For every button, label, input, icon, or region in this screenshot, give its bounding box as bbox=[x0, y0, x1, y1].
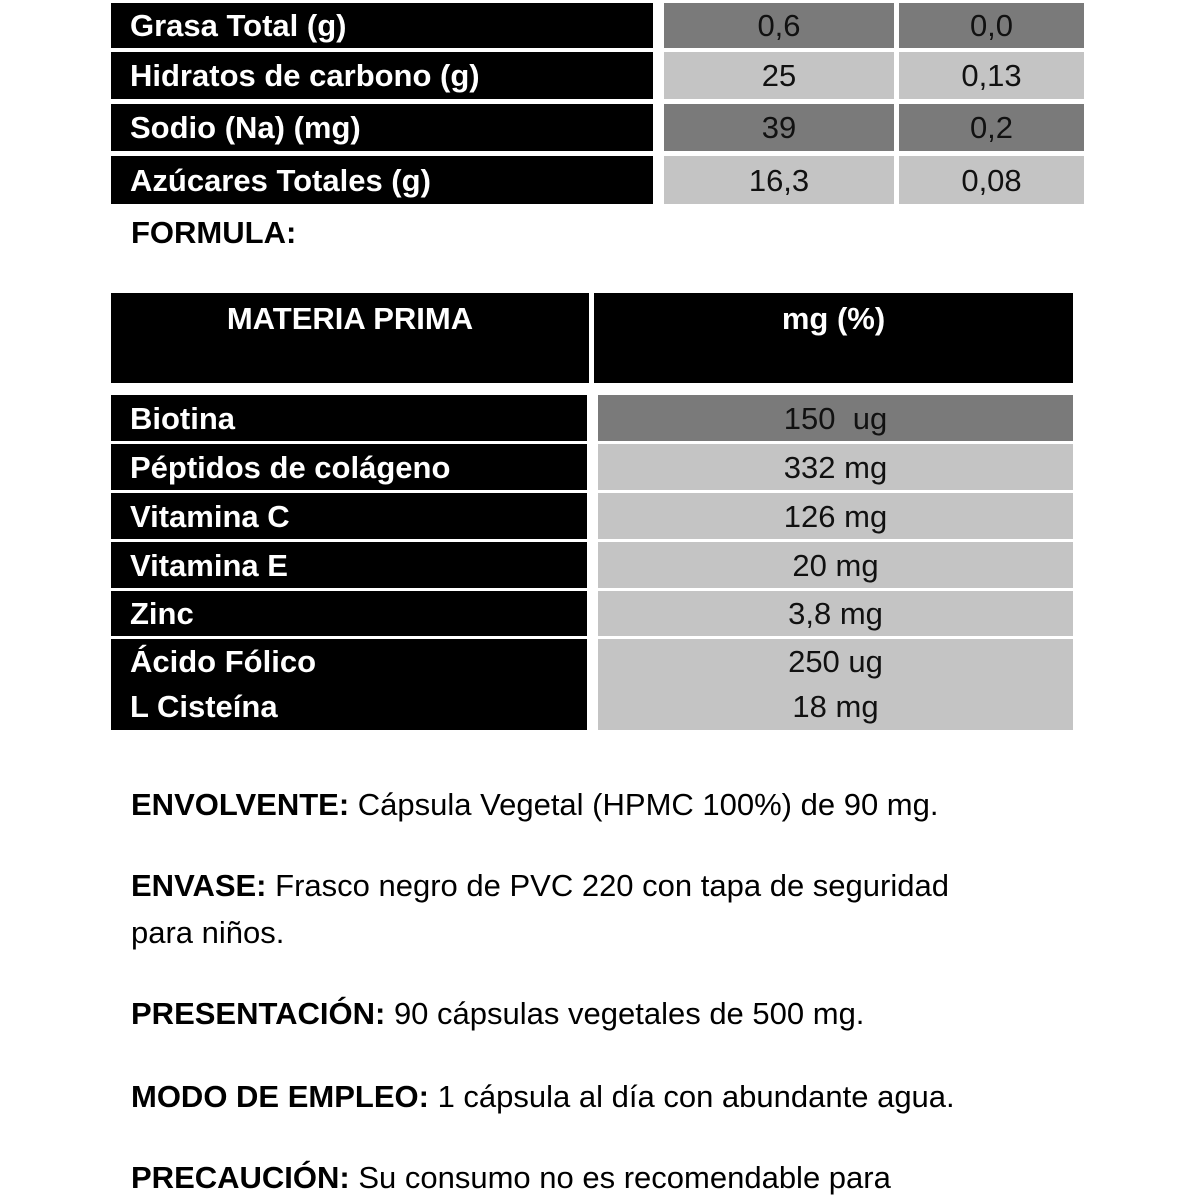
nutrition-row bbox=[111, 104, 1084, 151]
nutrient-value-1: 16,3 bbox=[664, 156, 894, 204]
presentacion-label: PRESENTACIÓN: bbox=[131, 996, 386, 1031]
formula-row bbox=[111, 444, 1073, 490]
modo-empleo-text: 1 cápsula al día con abundante agua. bbox=[428, 1079, 955, 1114]
nutrient-label: Hidratos de carbono (g) bbox=[111, 52, 653, 99]
ingredient-label: Zinc bbox=[111, 591, 587, 636]
precaucion-paragraph bbox=[131, 1154, 1031, 1201]
formula-row bbox=[111, 395, 1073, 441]
precaucion-label: PRECAUCIÓN: bbox=[131, 1160, 350, 1195]
formula-row bbox=[111, 591, 1073, 636]
nutrient-label: Azúcares Totales (g) bbox=[111, 156, 653, 204]
envase-paragraph bbox=[131, 862, 1011, 956]
envolvente-paragraph bbox=[131, 781, 1031, 828]
envolvente-text: Cápsula Vegetal (HPMC 100%) de 90 mg. bbox=[349, 787, 939, 822]
nutrition-row bbox=[111, 156, 1084, 204]
ingredient-label: Biotina bbox=[111, 395, 587, 441]
nutrient-label: Grasa Total (g) bbox=[111, 3, 653, 48]
ingredient-amount: 20 mg bbox=[598, 542, 1073, 588]
modo-empleo-paragraph bbox=[131, 1073, 1131, 1120]
ingredient-label: Ácido Fólico bbox=[130, 643, 316, 679]
ingredient-amount: 126 mg bbox=[598, 493, 1073, 539]
nutrient-label: Sodio (Na) (mg) bbox=[111, 104, 653, 151]
envase-label: ENVASE: bbox=[131, 868, 267, 903]
formula-row-group bbox=[111, 639, 1073, 730]
ingredient-label: L Cisteína bbox=[130, 689, 278, 724]
nutrient-value-1: 25 bbox=[664, 52, 894, 99]
nutrient-value-2: 0,2 bbox=[899, 104, 1084, 151]
nutrient-value-1: 39 bbox=[664, 104, 894, 151]
ingredient-label: Vitamina E bbox=[111, 542, 587, 588]
envase-text: Frasco negro de PVC 220 con tapa de seguridad para niños. bbox=[131, 868, 949, 950]
formula-row bbox=[111, 493, 1073, 539]
formula-header-amount: mg (%) bbox=[594, 293, 1073, 383]
nutrition-row bbox=[111, 52, 1084, 99]
ingredient-amount: 150 ug bbox=[598, 395, 1073, 441]
nutrition-row bbox=[111, 3, 1084, 48]
ingredient-label: Péptidos de colágeno bbox=[111, 444, 587, 490]
envolvente-label: ENVOLVENTE: bbox=[131, 787, 350, 822]
formula-header-material: MATERIA PRIMA bbox=[111, 293, 589, 383]
nutrient-value-2: 0,08 bbox=[899, 156, 1084, 204]
ingredient-amount: 250 ug bbox=[788, 643, 883, 679]
ingredient-amount: 18 mg bbox=[792, 689, 879, 724]
presentacion-paragraph bbox=[131, 990, 1031, 1037]
nutrient-value-2: 0,0 bbox=[899, 3, 1084, 48]
nutrient-value-1: 0,6 bbox=[664, 3, 894, 48]
ingredient-amount-group bbox=[598, 639, 1073, 730]
ingredient-label-group bbox=[111, 639, 587, 730]
formula-row bbox=[111, 542, 1073, 588]
precaucion-text: Su consumo no es recomendable para bbox=[349, 1160, 891, 1195]
ingredient-amount: 3,8 mg bbox=[598, 591, 1073, 636]
ingredient-label: Vitamina C bbox=[111, 493, 587, 539]
formula-heading: FORMULA: bbox=[131, 215, 297, 250]
modo-empleo-label: MODO DE EMPLEO: bbox=[131, 1079, 429, 1114]
ingredient-amount: 332 mg bbox=[598, 444, 1073, 490]
nutrient-value-2: 0,13 bbox=[899, 52, 1084, 99]
presentacion-text: 90 cápsulas vegetales de 500 mg. bbox=[385, 996, 865, 1031]
